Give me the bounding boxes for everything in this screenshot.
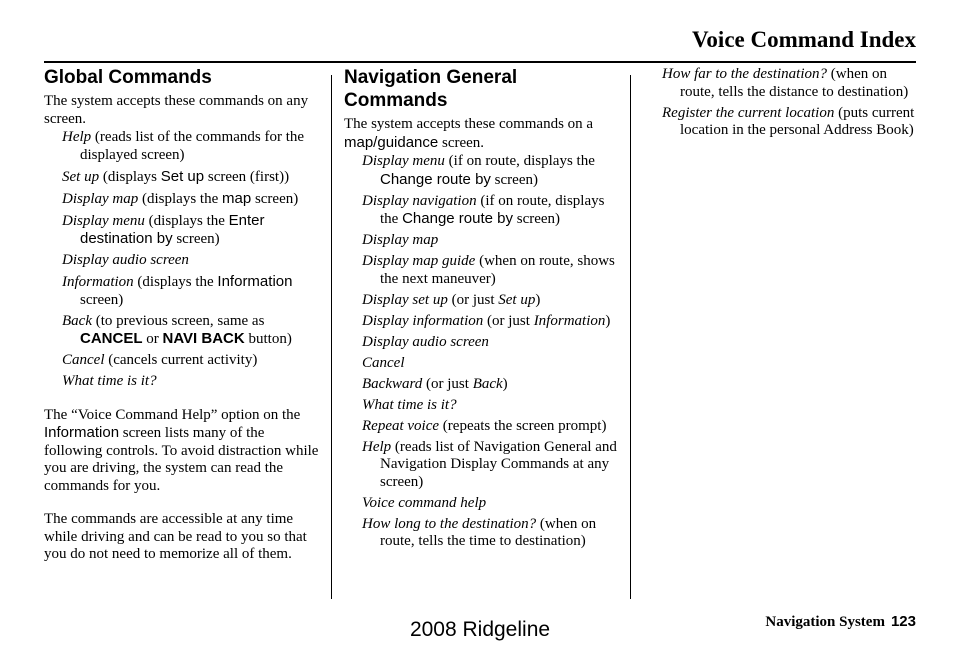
command-entry (344, 439, 620, 492)
command-name: Set up (62, 168, 100, 185)
text-run: (when on route, tells the time to destination) (380, 515, 597, 549)
command-name: Display map (62, 190, 139, 207)
navigation-commands-column (344, 66, 620, 554)
navigation-commands-heading: Navigation General Commands (344, 67, 518, 111)
command-name: Help (362, 438, 392, 455)
text-run: screen) (513, 211, 561, 227)
command-entry (44, 252, 322, 270)
command-entry (44, 273, 322, 309)
text-run: screen lists many of the following controls. To avoid distraction while you are driving, the system can read the commands for you. (44, 425, 319, 494)
command-name: Display menu (362, 153, 445, 169)
text-run: (puts current location in the personal Address Book) (680, 104, 915, 138)
text-run: or (142, 331, 163, 347)
command-entry (44, 313, 322, 349)
text-run: (to previous screen, same as (91, 312, 265, 329)
command-entry (344, 495, 620, 513)
command-name: Help (62, 129, 92, 145)
command-entry (344, 153, 620, 189)
command-name: Display navigation (362, 192, 477, 209)
text-run: (if on route, displays the (444, 153, 595, 169)
text-run: (if on route, displays the (380, 192, 605, 227)
text-run: (or just (483, 312, 534, 329)
text-run: (reads list of the commands for the displayed screen) (80, 129, 305, 163)
command-entry (344, 313, 620, 331)
global-command-list (44, 129, 322, 391)
text-run: The system accepts these commands on a (344, 116, 594, 132)
command-entry (344, 334, 620, 352)
command-entry (344, 355, 620, 373)
command-alias: Information (533, 312, 606, 329)
text-run: (displays the (144, 212, 229, 229)
text-run: screen) (80, 291, 124, 308)
footer-section: Navigation System (765, 614, 885, 630)
command-entry (344, 397, 620, 415)
global-intro: The system accepts these commands on any screen. (44, 93, 309, 127)
text-run: screen) (172, 231, 220, 247)
command-entry (44, 129, 322, 164)
command-name: Voice command help (362, 494, 487, 511)
text-run: (when on route, tells the distance to destination) (680, 66, 909, 100)
command-entry (344, 232, 620, 250)
command-name: Information (62, 274, 134, 290)
command-entry (44, 190, 322, 209)
button-name: NAVI BACK (162, 330, 245, 347)
command-name: What time is it? (62, 373, 157, 389)
text-run: (displays (99, 168, 161, 185)
navigation-command-list-continued (662, 66, 922, 140)
global-commands-heading: Global Commands (44, 67, 212, 88)
command-name: Repeat voice (362, 417, 440, 434)
text-run: The “Voice Command Help” option on the (44, 406, 301, 423)
text-run: ) (535, 291, 541, 308)
command-entry (44, 373, 322, 391)
command-name: Display map guide (362, 253, 476, 269)
watermark: 2008 Ridgeline (409, 618, 551, 641)
column-divider (331, 75, 332, 599)
command-entry (44, 168, 322, 187)
header-rule (44, 61, 916, 63)
command-entry (44, 352, 322, 370)
screen-name: map/guidance (344, 133, 439, 151)
text-run: screen) (251, 190, 299, 207)
command-name: Cancel (362, 354, 405, 371)
text-run: (cancels current activity) (104, 352, 258, 368)
column-divider (630, 75, 631, 599)
screen-name: Information (217, 273, 293, 290)
command-name: Display audio screen (62, 252, 189, 268)
text-run: (when on route, shows the next maneuver) (380, 253, 615, 287)
text-run: (repeats the screen prompt) (439, 417, 607, 434)
command-entry (44, 212, 322, 249)
text-run: (reads list of Navigation General and Navigation Display Commands at any screen) (380, 438, 617, 490)
text-run: screen. (438, 134, 485, 151)
command-entry (344, 376, 620, 394)
command-entry (344, 292, 620, 310)
text-run: screen (first)) (204, 168, 290, 185)
command-name: Display information (362, 312, 484, 329)
text-run: ) (605, 312, 611, 329)
command-alias: Back (472, 375, 503, 392)
command-name: Display set up (362, 291, 448, 308)
command-name: How long to the destination? (362, 515, 537, 532)
command-entry (662, 66, 922, 101)
accessible-paragraph: The commands are accessible at any time while driving and can be read to you so that you do not need to memorize all of them. (44, 511, 307, 562)
command-entry (344, 193, 620, 229)
command-entry (344, 418, 620, 436)
button-name: CANCEL (80, 330, 143, 347)
screen-name: Enter destination by (80, 211, 265, 247)
page-title: Voice Command Index (691, 27, 916, 52)
command-name: Backward (362, 375, 423, 392)
command-entry (662, 105, 922, 140)
navigation-intro (344, 116, 620, 152)
navigation-command-list (344, 153, 620, 551)
global-commands-column (44, 66, 322, 564)
voice-help-paragraph (44, 407, 322, 496)
screen-name: Change route by (380, 170, 491, 188)
screen-name: Set up (160, 167, 205, 185)
screen-name: Information (44, 424, 120, 441)
page-number: 123 (890, 613, 916, 630)
command-name: Display map (362, 232, 439, 248)
command-entry (344, 253, 620, 288)
command-alias: Set up (498, 291, 536, 308)
command-name: Display audio screen (362, 333, 489, 350)
navigation-commands-continued-column (662, 66, 922, 143)
text-run: (displays the (133, 274, 218, 290)
command-name: Cancel (62, 352, 105, 368)
text-run: button) (244, 331, 292, 347)
command-name: Back (62, 312, 92, 329)
text-run: screen) (490, 171, 538, 188)
text-run: (displays the (138, 190, 222, 207)
command-entry (344, 516, 620, 551)
text-run: ) (502, 375, 508, 392)
screen-name: map (222, 189, 252, 207)
text-run: (or just (422, 375, 473, 392)
screen-name: Change route by (402, 210, 513, 227)
command-name: What time is it? (362, 396, 457, 413)
command-name: Display menu (62, 212, 145, 229)
text-run: (or just (447, 291, 499, 308)
command-name: Register the current location (662, 104, 835, 121)
command-name: How far to the destination? (662, 66, 827, 82)
